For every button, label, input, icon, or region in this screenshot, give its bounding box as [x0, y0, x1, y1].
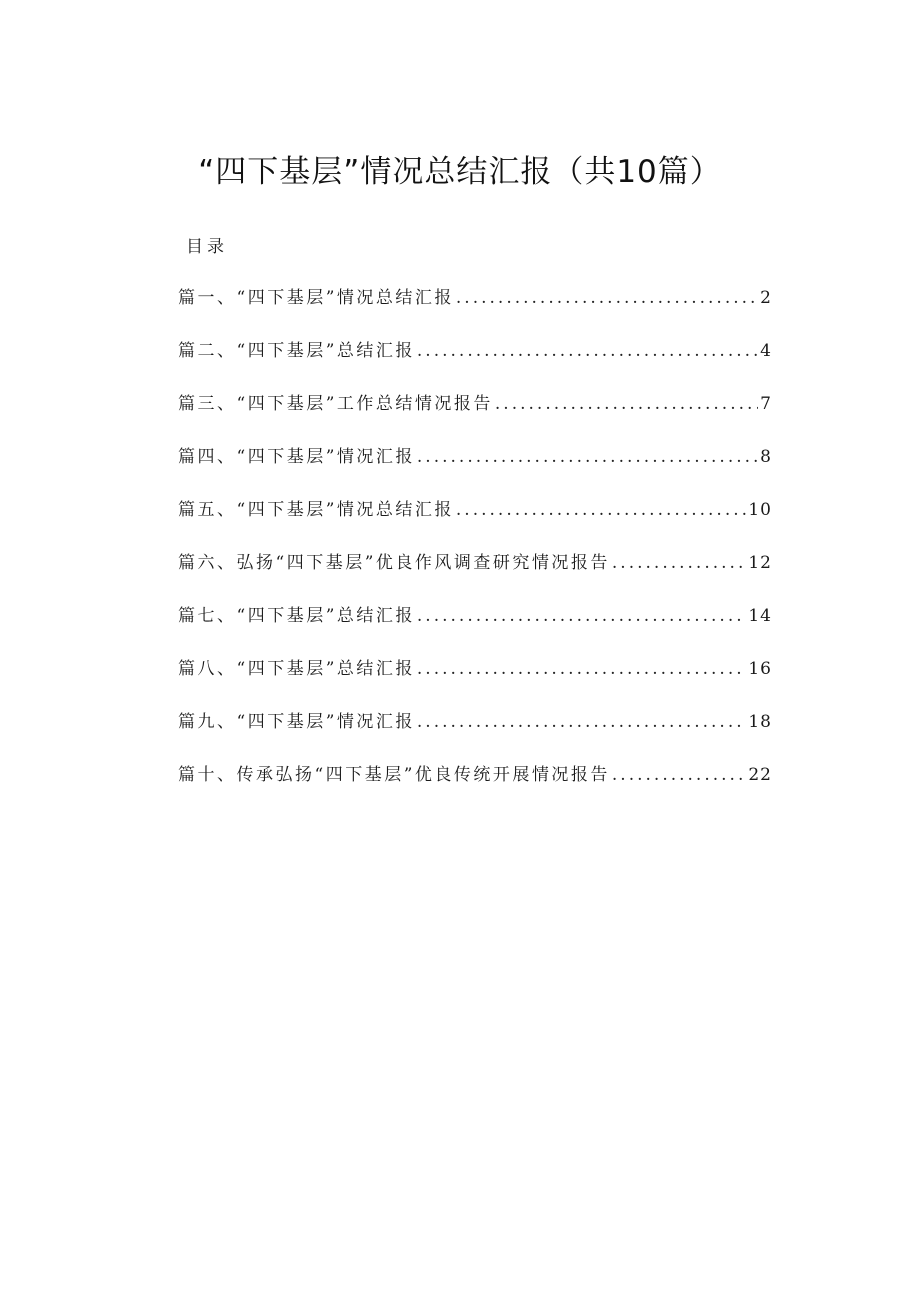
toc-item-page: 12: [748, 553, 772, 573]
toc-item-1[interactable]: [178, 285, 772, 338]
toc-dot-leader: [417, 444, 758, 470]
toc-item-label: 篇八、“四下基层”总结汇报: [178, 659, 415, 679]
toc-item-page: 18: [748, 712, 772, 732]
toc-item-label: 篇二、“四下基层”总结汇报: [178, 341, 415, 361]
toc-item-6[interactable]: [178, 550, 772, 603]
toc-item-label: 篇九、“四下基层”情况汇报: [178, 712, 415, 732]
toc-item-9[interactable]: [178, 709, 772, 762]
toc-item-4[interactable]: [178, 444, 772, 497]
toc-item-8[interactable]: [178, 656, 772, 709]
toc-item-page: 14: [748, 606, 772, 626]
toc-item-label: 篇五、“四下基层”情况总结汇报: [178, 500, 454, 520]
toc-item-3[interactable]: [178, 391, 772, 444]
toc-item-page: 8: [760, 447, 772, 467]
toc-heading: 目录: [186, 237, 228, 257]
toc-item-label: 篇六、弘扬“四下基层”优良作风调查研究情况报告: [178, 553, 610, 573]
toc-item-page: 10: [748, 500, 772, 520]
toc-item-7[interactable]: [178, 603, 772, 656]
toc-item-10[interactable]: [178, 762, 772, 815]
toc-item-label: 篇十、传承弘扬“四下基层”优良传统开展情况报告: [178, 765, 610, 785]
toc-dot-leader: [417, 709, 746, 735]
toc-item-label: 篇一、“四下基层”情况总结汇报: [178, 288, 454, 308]
toc-dot-leader: [456, 285, 758, 311]
toc-item-label: 篇三、“四下基层”工作总结情况报告: [178, 394, 493, 414]
toc-item-page: 2: [760, 288, 772, 308]
toc-item-5[interactable]: [178, 497, 772, 550]
table-of-contents: [178, 285, 772, 815]
toc-dot-leader: [612, 762, 746, 788]
toc-dot-leader: [495, 391, 758, 417]
toc-item-page: 7: [760, 394, 772, 414]
toc-dot-leader: [417, 603, 746, 629]
toc-item-label: 篇四、“四下基层”情况汇报: [178, 447, 415, 467]
toc-item-page: 4: [760, 341, 772, 361]
toc-dot-leader: [612, 550, 746, 576]
toc-dot-leader: [456, 497, 746, 523]
toc-dot-leader: [417, 338, 758, 364]
toc-dot-leader: [417, 656, 746, 682]
document-title: “四下基层”情况总结汇报（共10篇）: [198, 154, 722, 190]
toc-item-page: 16: [748, 659, 772, 679]
toc-item-2[interactable]: [178, 338, 772, 391]
toc-item-page: 22: [748, 765, 772, 785]
toc-item-label: 篇七、“四下基层”总结汇报: [178, 606, 415, 626]
